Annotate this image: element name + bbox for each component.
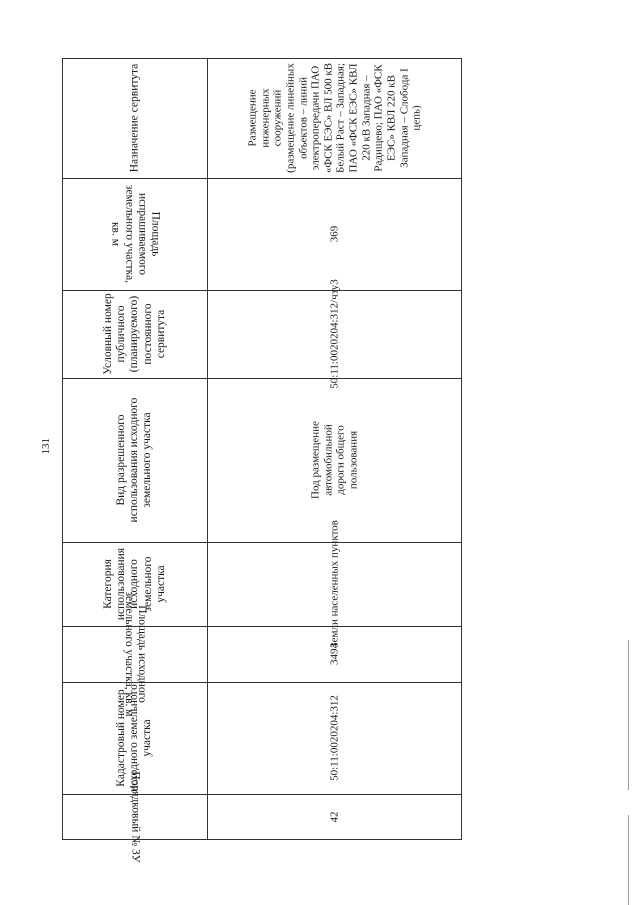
header-original-area: Площадь исходного земельного участка, кв. м <box>122 591 148 717</box>
page-number: 131 <box>40 438 52 455</box>
cell-requested-area: 369 <box>328 225 341 243</box>
header-permitted-use: Вид разрешенного использования исходного земельного участка <box>114 397 154 523</box>
scan-edge-mark <box>628 815 629 905</box>
header-servitude-number: Условный номер публичного (планируемого) постоянного сервитута <box>101 293 167 375</box>
cell-original-area: 3494 <box>328 643 341 665</box>
scan-edge-mark <box>628 640 629 790</box>
header-cadastral-number: Кадастровый номер исходного земельного участка <box>114 684 154 792</box>
header-order-number: Порядковый № ЗУ <box>129 771 142 863</box>
cell-permitted-use: Под размещение автомобильной дороги общего пользования <box>309 421 360 499</box>
header-requested-area: Площадь испрашиваемого земельного участка, кв. м <box>109 184 161 284</box>
cell-cadastral-number: 50:11:0020204:312 <box>328 695 341 781</box>
cell-land-category: Земли населенных пунктов <box>328 520 341 648</box>
header-purpose: Назначение сервитута <box>127 63 140 173</box>
header-land-category: Категория использования исходного земельного участка <box>101 547 167 621</box>
cell-order-number: 42 <box>328 811 341 823</box>
cell-servitude-number: 50:11:0020204:312/чзу3 <box>328 279 341 389</box>
easement-table <box>62 58 462 863</box>
cell-purpose: Размещение инженерных сооружений (размещение линейных объектов – линий электропередачи ПАО «ФСК ЕЭС» ВЛ 500 кВ Белый Раст – Западная; ПАО «ФСК ЕЭС» КВЛ 220 кВ Западная – Радищево; ПАО «ФСК ЕЭС» КВЛ 220 кВ Западная – Слобода I цепь) <box>246 62 423 174</box>
